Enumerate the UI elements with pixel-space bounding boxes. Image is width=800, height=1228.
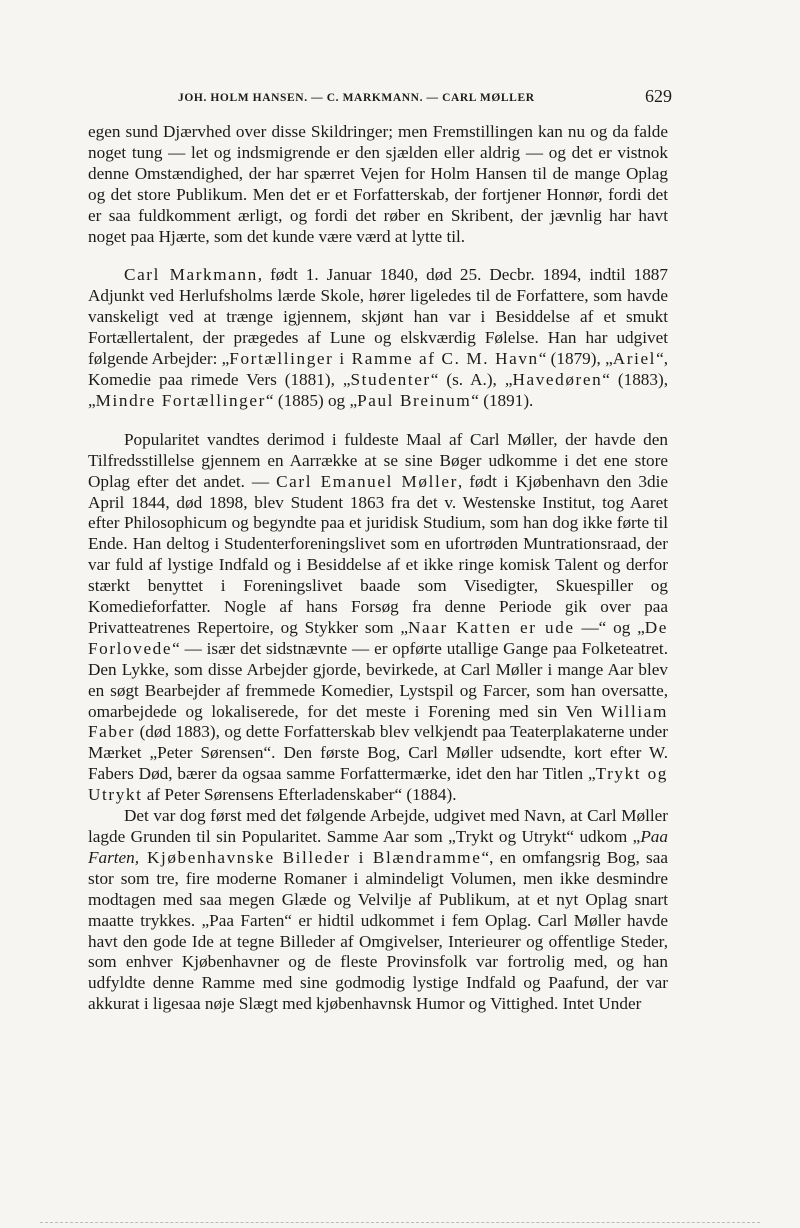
text-run: —“ og „	[574, 617, 645, 637]
text-run: “, Komedie paa rimede Vers (1881), „	[88, 349, 668, 389]
author-name: Carl Markmann	[124, 265, 258, 285]
text-run: “ — især det sidstnævnte — er opførte utallige Gange paa Folketeatret. Den Lykke, som disse Arbejder gjorde, bevirkede, at Carl Møller i mange Aar blev en søgt Bearbejder af fremmede Komedier, Lystspil og Farcer, som han oversatte, omarbejdede og lokaliserede, for det meste i Forening med sin Ven	[88, 638, 668, 721]
work-title: De Forlovede	[88, 617, 668, 658]
paragraph-paa-farten	[88, 806, 668, 1015]
text-run: , født 1. Januar 1840, død 25. Decbr. 1894, indtil 1887 Adjunkt ved Herlufsholms lærde Skole, hører ligeledes til de Forfattere, som havde vanskeligt ved at trænge igjennem, skjønt han var i Besiddelse af et smukt Fortællertalent, der prægedes af Lune og elskværdig Følelse. Han har udgivet følgende Arbejder: „	[88, 265, 668, 369]
paragraph-gap	[88, 412, 668, 430]
paragraph-moller	[88, 430, 668, 806]
text-run: af Peter Sørensens Efterladenskaber“ (1884).	[142, 785, 457, 805]
paragraph-markmann	[88, 265, 668, 411]
work-title: Paa Farten,	[88, 827, 668, 867]
text-run: Det var dog først med det følgende Arbejde, udgivet med Navn, at Carl Møller lagde Grunden til sin Popularitet. Samme Aar som „Trykt og Utrykt“ udkom „	[88, 806, 668, 846]
page-header	[88, 88, 670, 112]
text-run: “ (1879), „	[538, 349, 613, 369]
work-title: Trykt og Utrykt	[88, 764, 668, 805]
text-run: , født i Kjøbenhavn den 3die April 1844, død 1898, blev Student 1863 fra det v. Westenske Institut, tog Aaret efter Philosophicum og begyndte paa et juridisk Studium, som han dog ikke førte til Ende. Han deltog i Studenterforeningslivet som en ufortrøden Muntrationsraad, der var fuld af lystige Indfald og i Besiddelse af et ikke ringe komisk Talent og derfor stærkt benyttet i Foreningslivet baade som Visedigter, Skuespiller og Komedieforfatter. Nogle af hans Forsøg fra denne Periode gik over paa Privatteatrenes Repertoire, og Stykker som „	[88, 471, 668, 637]
work-title: Studenter	[350, 369, 431, 389]
text-run: “ (1891).	[471, 390, 534, 410]
work-title: Havedøren	[512, 369, 603, 389]
bottom-scan-edge	[40, 1222, 760, 1224]
work-title: Mindre Fortællinger	[95, 390, 266, 410]
work-title: Fortællinger i Ramme af C. M. Havn	[229, 349, 539, 369]
person-name: William Faber	[88, 701, 668, 742]
paragraph-gap	[88, 247, 668, 265]
author-name: Carl Emanuel Møller	[276, 471, 458, 491]
text-run: (død 1883), og dette Forfatterskab blev velkjendt paa Teaterplakaterne under Mærket „Peter Sørensen“. Den første Bog, Carl Møller udsendte, kort efter W. Fabers Død, bærer da ogsaa samme Forfattermærke, idet den har Titlen „	[88, 722, 668, 784]
work-title: Paul Breinum	[357, 390, 472, 410]
work-subtitle: Kjøbenhavnske Billeder i Blændramme	[139, 847, 482, 867]
text-run: “, en omfangsrig Bog, saa stor som tre, fire moderne Romaner i almindeligt Volumen, men ikke desmindre modtagen med saa megen Glæde og Velvilje af Publikum, at et nyt Oplag snart maatte trykkes. „Paa Farten“ er hidtil udkommet i fem Oplag. Carl Møller havde havt den gode Ide at tegne Billeder af Omgivelser, Interieurer og offentlige Steder, som enhver Kjøbenhavner og de fleste Provinsfolk var fortrolig med, og han udfyldte denne Ramme med sine godmodig lystige Indfald og Paafund, der var akkurat i ligesaa nøje Slægt med kjøbenhavnsk Humor og Vittighed. Intet Under	[88, 847, 668, 1014]
work-title: Ariel	[612, 349, 657, 369]
page-number: 629	[645, 86, 672, 106]
text-run: “ (1885) og „	[265, 390, 358, 410]
paragraph-holm-hansen: egen sund Djærvhed over disse Skildringer; men Fremstillingen kan nu og da falde noget tung — let og indsmigrende er den sjælden eller aldrig — og det er vistnok denne Omstændighed, der har spærret Vejen for Holm Hansen til de mange Oplag og det store Publikum. Men det er et Forfatterskab, der fortjener Honnør, fordi det er saa fuldkomment ærligt, og fordi det røber en Skribent, der jævnlig har havt noget paa Hjærte, som det kunde være værd at lytte til.	[88, 122, 668, 246]
work-title: Naar Katten er ude	[408, 617, 575, 637]
text-run: “ (1883), „	[88, 369, 668, 410]
text-run: Popularitet vandtes derimod i fuldeste Maal af Carl Møller, der havde den Tilfredsstillelse gjennem en Aarrække at se sine Bøger udkomme i det ene store Oplag efter det andet. —	[88, 429, 668, 491]
text-run: “ (s. A.), „	[430, 369, 513, 389]
running-title: JOH. HOLM HANSEN. — C. MARKMANN. — CARL MØLLER	[178, 92, 535, 104]
body-text	[88, 122, 668, 1015]
